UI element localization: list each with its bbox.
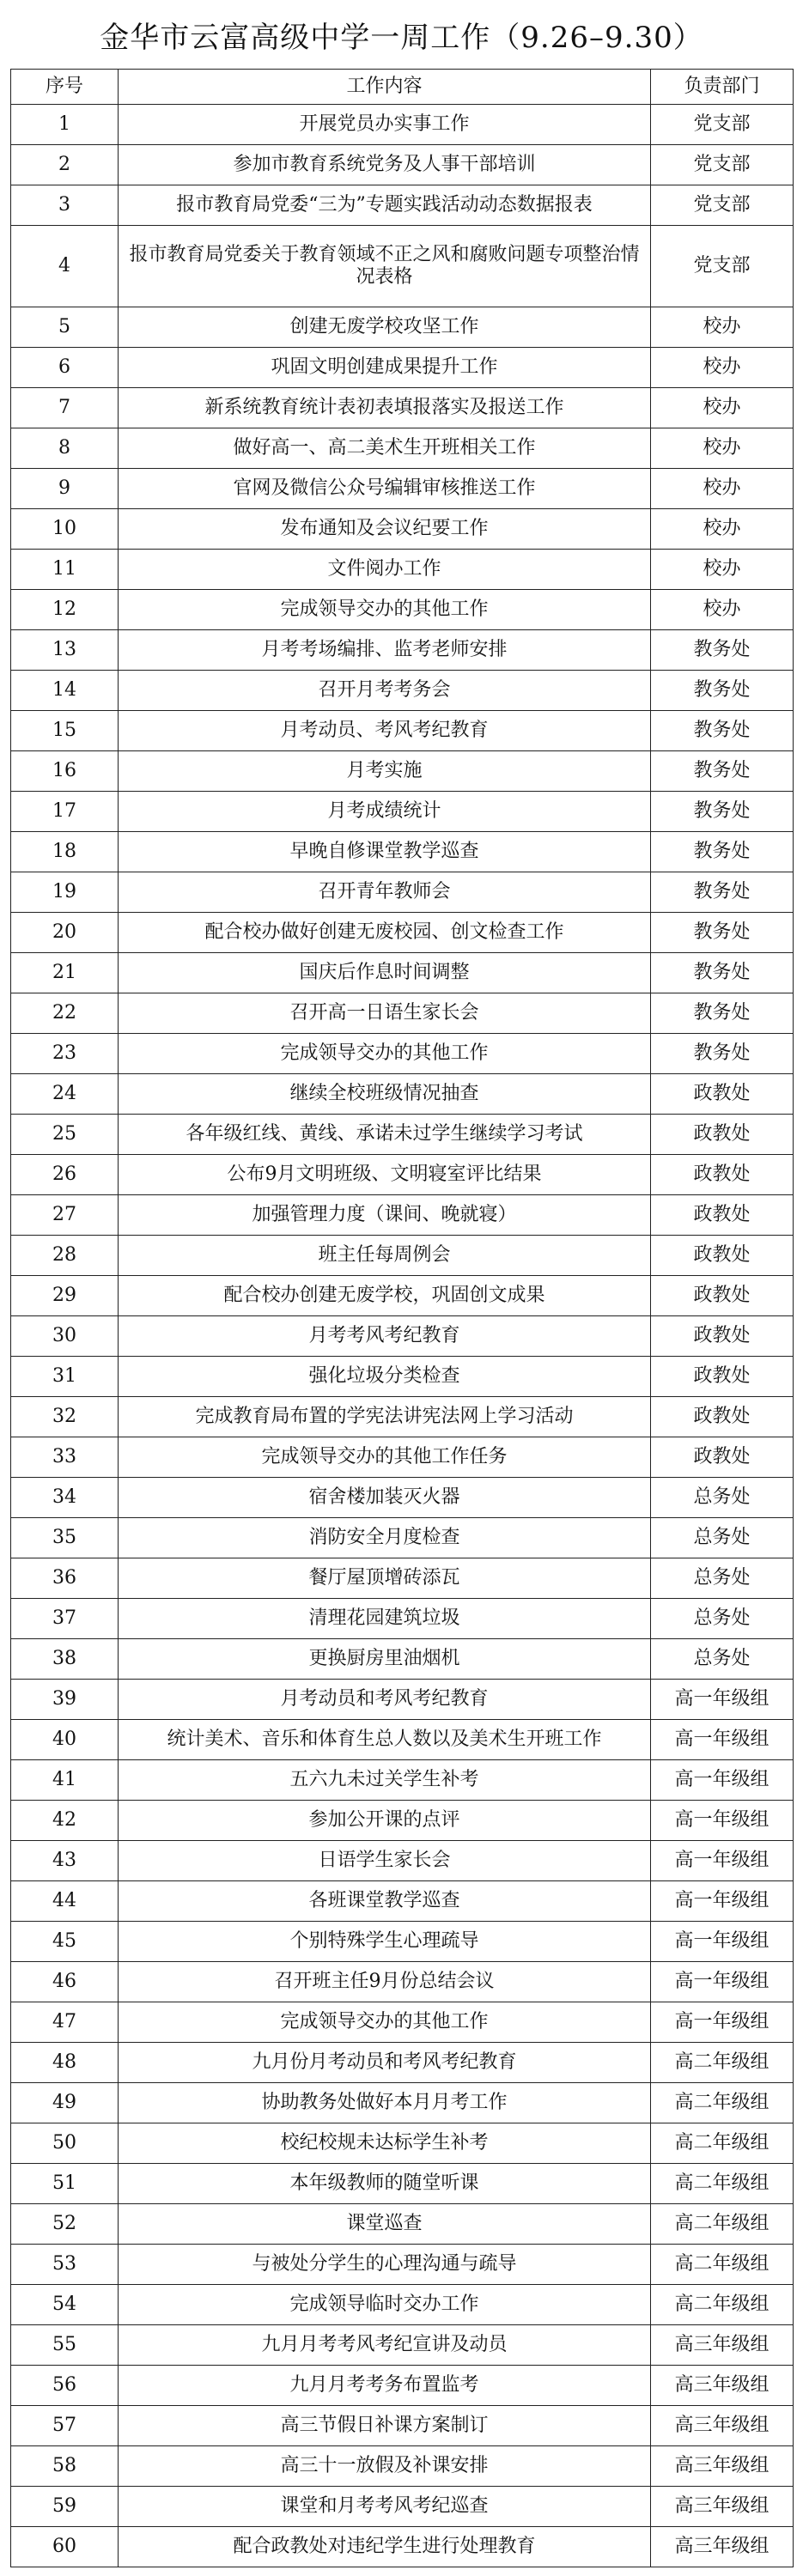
row-number: 42 [11, 1801, 119, 1841]
row-task: 巩固文明创建成果提升工作 [119, 348, 651, 388]
row-task: 各班课堂教学巡查 [119, 1881, 651, 1922]
row-number: 8 [11, 428, 119, 469]
header-dept: 负责部门 [651, 70, 794, 105]
row-number: 27 [11, 1195, 119, 1236]
row-number: 15 [11, 711, 119, 751]
row-number: 2 [11, 145, 119, 185]
row-number: 37 [11, 1599, 119, 1639]
row-number: 44 [11, 1881, 119, 1922]
row-number: 21 [11, 953, 119, 993]
table-row [11, 2123, 794, 2164]
row-department: 高三年级组 [651, 2325, 794, 2366]
table-row [11, 1478, 794, 1518]
row-number: 22 [11, 993, 119, 1034]
row-department: 高二年级组 [651, 2083, 794, 2123]
row-department: 政教处 [651, 1357, 794, 1397]
table-row [11, 2366, 794, 2406]
row-department: 高一年级组 [651, 1962, 794, 2002]
table-body [11, 105, 794, 2567]
table-row [11, 1357, 794, 1397]
row-department: 校办 [651, 348, 794, 388]
row-department: 高二年级组 [651, 2123, 794, 2164]
row-number: 39 [11, 1680, 119, 1720]
row-task: 完成领导交办的其他工作 [119, 1034, 651, 1074]
row-department: 校办 [651, 307, 794, 348]
row-number: 23 [11, 1034, 119, 1074]
row-department: 教务处 [651, 913, 794, 953]
row-department: 校办 [651, 590, 794, 630]
table-row [11, 1074, 794, 1115]
header-row [11, 70, 794, 105]
row-department: 党支部 [651, 145, 794, 185]
row-department: 政教处 [651, 1236, 794, 1276]
row-number: 5 [11, 307, 119, 348]
row-task: 报市教育局党委“三为”专题实践活动动态数据报表 [119, 185, 651, 226]
row-department: 教务处 [651, 953, 794, 993]
table-row [11, 550, 794, 590]
table-row [11, 1760, 794, 1801]
row-task: 日语学生家长会 [119, 1841, 651, 1881]
table-row [11, 2325, 794, 2366]
row-task: 月考考场编排、监考老师安排 [119, 630, 651, 671]
row-task: 清理花园建筑垃圾 [119, 1599, 651, 1639]
row-number: 40 [11, 1720, 119, 1760]
table-row [11, 2487, 794, 2527]
table-row [11, 2245, 794, 2285]
row-department: 党支部 [651, 105, 794, 145]
row-department: 政教处 [651, 1437, 794, 1478]
row-task: 课堂巡查 [119, 2204, 651, 2245]
table-row [11, 509, 794, 550]
row-department: 教务处 [651, 792, 794, 832]
row-task: 月考实施 [119, 751, 651, 792]
row-department: 校办 [651, 469, 794, 509]
table-row [11, 145, 794, 185]
row-number: 54 [11, 2285, 119, 2325]
table-row [11, 2083, 794, 2123]
table-row [11, 1881, 794, 1922]
row-task: 强化垃圾分类检查 [119, 1357, 651, 1397]
row-number: 17 [11, 792, 119, 832]
row-task: 课堂和月考考风考纪巡查 [119, 2487, 651, 2527]
row-number: 52 [11, 2204, 119, 2245]
row-department: 校办 [651, 509, 794, 550]
row-task: 召开班主任9月份总结会议 [119, 1962, 651, 2002]
table-row [11, 2406, 794, 2446]
table-row [11, 1841, 794, 1881]
row-task: 报市教育局党委关于教育领域不正之风和腐败问题专项整治情况表格 [119, 226, 651, 307]
row-task: 召开高一日语生家长会 [119, 993, 651, 1034]
table-row [11, 1034, 794, 1074]
table-row [11, 2043, 794, 2083]
table-row [11, 1680, 794, 1720]
row-task: 完成教育局布置的学宪法讲宪法网上学习活动 [119, 1397, 651, 1437]
row-department: 教务处 [651, 872, 794, 913]
row-department: 教务处 [651, 630, 794, 671]
row-department: 高二年级组 [651, 2285, 794, 2325]
table-row [11, 711, 794, 751]
table-header [11, 70, 794, 105]
row-department: 高三年级组 [651, 2527, 794, 2567]
table-row [11, 1316, 794, 1357]
table-row [11, 953, 794, 993]
row-department: 总务处 [651, 1558, 794, 1599]
table-row [11, 2002, 794, 2043]
row-department: 高一年级组 [651, 1801, 794, 1841]
row-number: 18 [11, 832, 119, 872]
row-number: 36 [11, 1558, 119, 1599]
row-task: 月考考风考纪教育 [119, 1316, 651, 1357]
weekly-work-table [10, 69, 794, 2567]
row-task: 月考动员、考风考纪教育 [119, 711, 651, 751]
row-number: 16 [11, 751, 119, 792]
row-task: 统计美术、音乐和体育生总人数以及美术生开班工作 [119, 1720, 651, 1760]
row-task: 官网及微信公众号编辑审核推送工作 [119, 469, 651, 509]
table-row [11, 1437, 794, 1478]
table-row [11, 1599, 794, 1639]
row-department: 总务处 [651, 1518, 794, 1558]
row-task: 加强管理力度（课间、晚就寝） [119, 1195, 651, 1236]
table-row [11, 630, 794, 671]
table-row [11, 993, 794, 1034]
header-task: 工作内容 [119, 70, 651, 105]
row-department: 高二年级组 [651, 2204, 794, 2245]
row-task: 各年级红线、黄线、承诺未过学生继续学习考试 [119, 1115, 651, 1155]
row-task: 更换厨房里油烟机 [119, 1639, 651, 1680]
row-number: 51 [11, 2164, 119, 2204]
row-task: 早晚自修课堂教学巡查 [119, 832, 651, 872]
row-number: 9 [11, 469, 119, 509]
row-department: 政教处 [651, 1316, 794, 1357]
table-row [11, 1639, 794, 1680]
table-row [11, 1397, 794, 1437]
row-number: 50 [11, 2123, 119, 2164]
table-row [11, 1115, 794, 1155]
row-number: 46 [11, 1962, 119, 2002]
row-task: 校纪校规未达标学生补考 [119, 2123, 651, 2164]
row-task: 本年级教师的随堂听课 [119, 2164, 651, 2204]
row-department: 党支部 [651, 226, 794, 307]
row-number: 33 [11, 1437, 119, 1478]
row-department: 高三年级组 [651, 2366, 794, 2406]
row-number: 38 [11, 1639, 119, 1680]
row-task: 继续全校班级情况抽查 [119, 1074, 651, 1115]
row-department: 总务处 [651, 1639, 794, 1680]
row-number: 49 [11, 2083, 119, 2123]
row-number: 24 [11, 1074, 119, 1115]
table-row [11, 2446, 794, 2487]
row-number: 20 [11, 913, 119, 953]
row-number: 13 [11, 630, 119, 671]
row-task: 国庆后作息时间调整 [119, 953, 651, 993]
row-task: 新系统教育统计表初表填报落实及报送工作 [119, 388, 651, 428]
row-department: 高一年级组 [651, 1841, 794, 1881]
row-department: 教务处 [651, 671, 794, 711]
row-number: 31 [11, 1357, 119, 1397]
row-department: 高三年级组 [651, 2487, 794, 2527]
row-task: 开展党员办实事工作 [119, 105, 651, 145]
row-department: 高一年级组 [651, 1760, 794, 1801]
row-task: 召开月考考务会 [119, 671, 651, 711]
header-no: 序号 [11, 70, 119, 105]
table-row [11, 469, 794, 509]
row-department: 高一年级组 [651, 1922, 794, 1962]
row-number: 10 [11, 509, 119, 550]
table-row [11, 105, 794, 145]
row-number: 4 [11, 226, 119, 307]
table-row [11, 428, 794, 469]
row-number: 35 [11, 1518, 119, 1558]
row-department: 总务处 [651, 1478, 794, 1518]
row-department: 高二年级组 [651, 2043, 794, 2083]
row-department: 高三年级组 [651, 2406, 794, 2446]
row-task: 九月月考考务布置监考 [119, 2366, 651, 2406]
row-number: 6 [11, 348, 119, 388]
row-task: 个别特殊学生心理疏导 [119, 1922, 651, 1962]
row-task: 配合政教处对违纪学生进行处理教育 [119, 2527, 651, 2567]
row-task: 文件阅办工作 [119, 550, 651, 590]
row-department: 校办 [651, 388, 794, 428]
table-row [11, 226, 794, 307]
row-task: 消防安全月度检查 [119, 1518, 651, 1558]
row-task: 做好高一、高二美术生开班相关工作 [119, 428, 651, 469]
row-department: 高一年级组 [651, 2002, 794, 2043]
row-number: 3 [11, 185, 119, 226]
row-department: 高一年级组 [651, 1881, 794, 1922]
row-number: 53 [11, 2245, 119, 2285]
row-task: 高三节假日补课方案制订 [119, 2406, 651, 2446]
row-number: 28 [11, 1236, 119, 1276]
row-number: 34 [11, 1478, 119, 1518]
table-row [11, 1195, 794, 1236]
row-number: 45 [11, 1922, 119, 1962]
row-department: 校办 [651, 550, 794, 590]
row-department: 教务处 [651, 751, 794, 792]
row-number: 47 [11, 2002, 119, 2043]
row-task: 月考动员和考风考纪教育 [119, 1680, 651, 1720]
row-department: 党支部 [651, 185, 794, 226]
table-row [11, 1236, 794, 1276]
row-department: 教务处 [651, 993, 794, 1034]
row-task: 完成领导交办的其他工作 [119, 2002, 651, 2043]
table-row [11, 590, 794, 630]
row-number: 14 [11, 671, 119, 711]
row-task: 完成领导交办的其他工作 [119, 590, 651, 630]
row-task: 完成领导临时交办工作 [119, 2285, 651, 2325]
row-number: 29 [11, 1276, 119, 1316]
table-row [11, 1720, 794, 1760]
row-number: 1 [11, 105, 119, 145]
row-department: 政教处 [651, 1115, 794, 1155]
table-row [11, 1801, 794, 1841]
row-department: 教务处 [651, 1034, 794, 1074]
row-task: 参加市教育系统党务及人事干部培训 [119, 145, 651, 185]
table-row [11, 1276, 794, 1316]
table-row [11, 1922, 794, 1962]
table-row [11, 913, 794, 953]
row-number: 56 [11, 2366, 119, 2406]
table-row [11, 1962, 794, 2002]
row-task: 班主任每周例会 [119, 1236, 651, 1276]
row-number: 7 [11, 388, 119, 428]
row-number: 58 [11, 2446, 119, 2487]
row-number: 57 [11, 2406, 119, 2446]
table-row [11, 751, 794, 792]
row-task: 九月月考考风考纪宣讲及动员 [119, 2325, 651, 2366]
row-department: 政教处 [651, 1195, 794, 1236]
row-department: 高一年级组 [651, 1720, 794, 1760]
table-row [11, 348, 794, 388]
row-number: 26 [11, 1155, 119, 1195]
table-row [11, 1155, 794, 1195]
row-number: 30 [11, 1316, 119, 1357]
row-task: 创建无废学校攻坚工作 [119, 307, 651, 348]
row-department: 高一年级组 [651, 1680, 794, 1720]
table-row [11, 307, 794, 348]
table-row [11, 832, 794, 872]
row-department: 高二年级组 [651, 2245, 794, 2285]
row-number: 19 [11, 872, 119, 913]
table-row [11, 2164, 794, 2204]
row-task: 餐厅屋顶增砖添瓦 [119, 1558, 651, 1599]
table-row [11, 1558, 794, 1599]
table-row [11, 185, 794, 226]
row-task: 五六九未过关学生补考 [119, 1760, 651, 1801]
row-task: 召开青年教师会 [119, 872, 651, 913]
table-row [11, 1518, 794, 1558]
row-number: 25 [11, 1115, 119, 1155]
row-task: 发布通知及会议纪要工作 [119, 509, 651, 550]
row-task: 配合校办做好创建无废校园、创文检查工作 [119, 913, 651, 953]
table-row [11, 872, 794, 913]
row-number: 43 [11, 1841, 119, 1881]
row-task: 九月份月考动员和考风考纪教育 [119, 2043, 651, 2083]
row-number: 60 [11, 2527, 119, 2567]
row-department: 教务处 [651, 832, 794, 872]
row-number: 59 [11, 2487, 119, 2527]
row-department: 高三年级组 [651, 2446, 794, 2487]
row-number: 41 [11, 1760, 119, 1801]
row-number: 11 [11, 550, 119, 590]
row-task: 月考成绩统计 [119, 792, 651, 832]
row-task: 宿舍楼加装灭火器 [119, 1478, 651, 1518]
row-number: 48 [11, 2043, 119, 2083]
row-department: 政教处 [651, 1074, 794, 1115]
row-task: 参加公开课的点评 [119, 1801, 651, 1841]
row-department: 总务处 [651, 1599, 794, 1639]
table-row [11, 2285, 794, 2325]
row-department: 政教处 [651, 1397, 794, 1437]
row-task: 公布9月文明班级、文明寝室评比结果 [119, 1155, 651, 1195]
row-department: 政教处 [651, 1276, 794, 1316]
row-number: 32 [11, 1397, 119, 1437]
row-task: 协助教务处做好本月月考工作 [119, 2083, 651, 2123]
table-row [11, 388, 794, 428]
row-department: 政教处 [651, 1155, 794, 1195]
row-department: 校办 [651, 428, 794, 469]
table-row [11, 2204, 794, 2245]
row-task: 完成领导交办的其他工作任务 [119, 1437, 651, 1478]
table-row [11, 792, 794, 832]
row-task: 与被处分学生的心理沟通与疏导 [119, 2245, 651, 2285]
row-number: 12 [11, 590, 119, 630]
table-row [11, 2527, 794, 2567]
table-row [11, 671, 794, 711]
document-title: 金华市云富高级中学一周工作（9.26–9.30） [100, 20, 703, 55]
row-department: 高二年级组 [651, 2164, 794, 2204]
row-task: 高三十一放假及补课安排 [119, 2446, 651, 2487]
row-number: 55 [11, 2325, 119, 2366]
row-department: 教务处 [651, 711, 794, 751]
row-task: 配合校办创建无废学校，巩固创文成果 [119, 1276, 651, 1316]
